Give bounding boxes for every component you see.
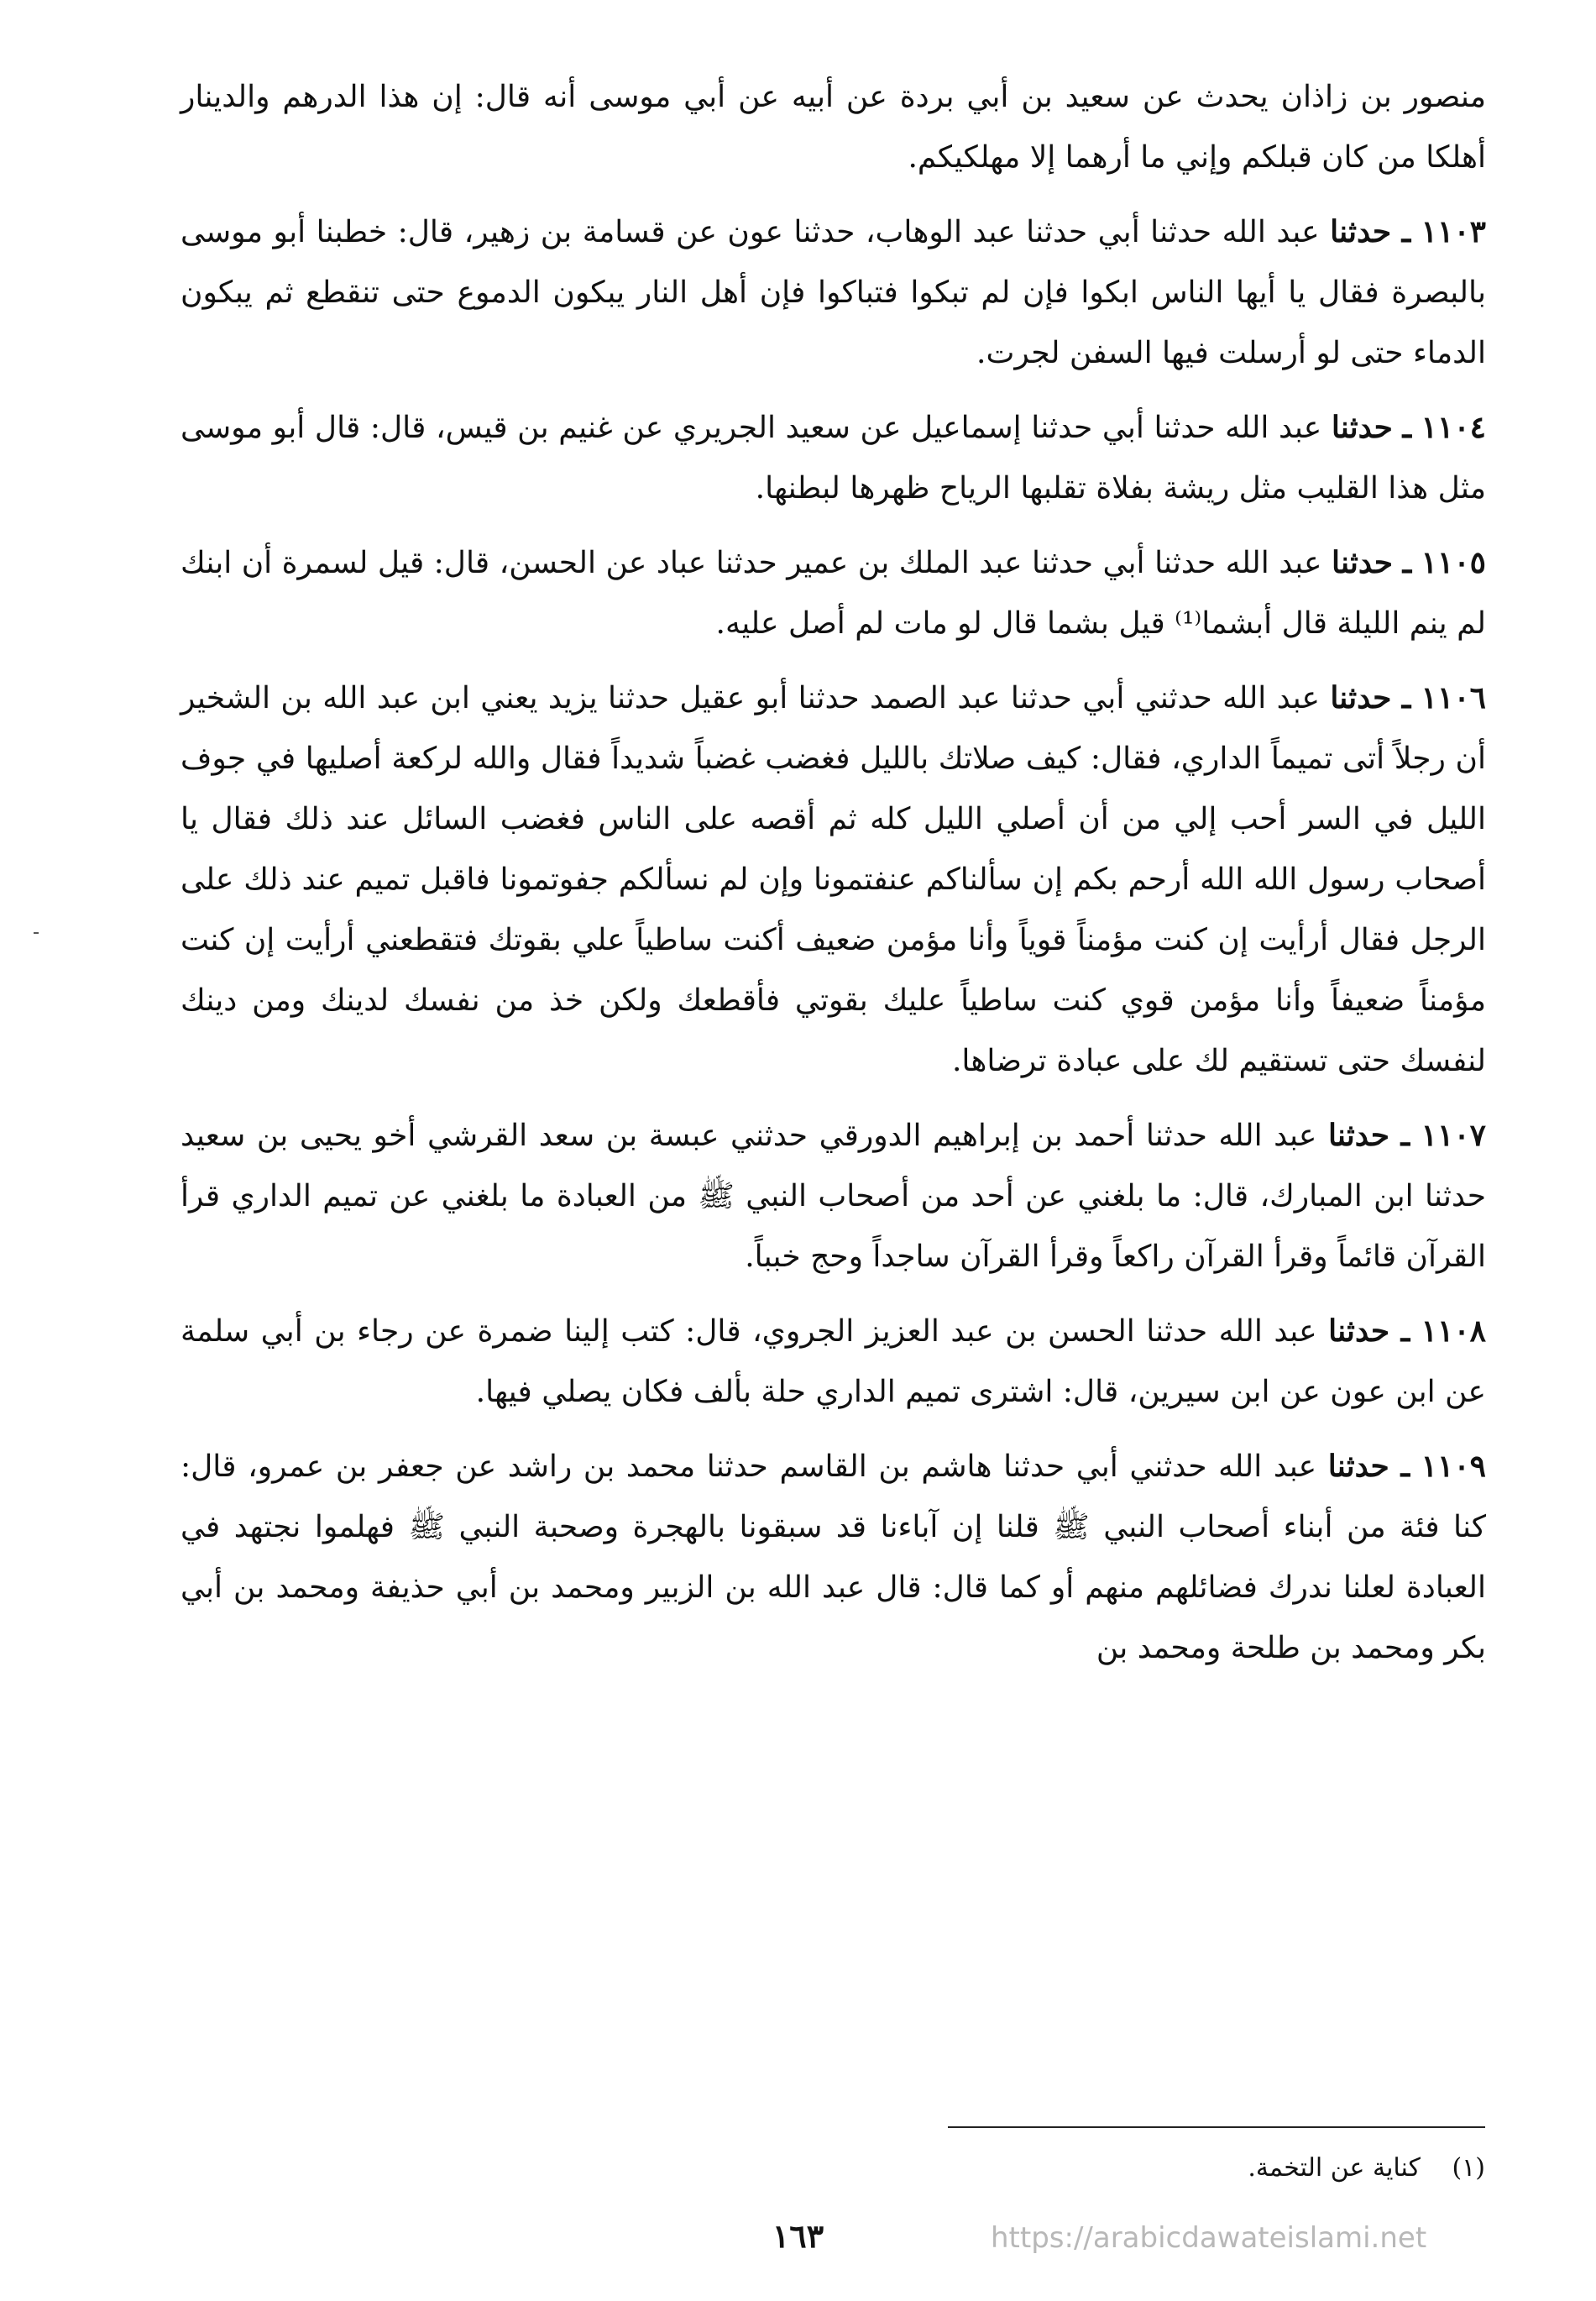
hadith-number: ١١٠٩ [1421, 1449, 1486, 1484]
footnote-divider [948, 2126, 1485, 2128]
hadith-1109 [181, 1436, 1486, 1679]
footnote [478, 2150, 1485, 2187]
hadith-number: ١١٠٨ [1421, 1313, 1486, 1349]
hadith-keyword: حدثنا [1328, 1313, 1390, 1349]
hadith-keyword: حدثنا [1327, 1118, 1389, 1153]
hadith-keyword: حدثنا [1330, 680, 1392, 715]
hadith-text: عبد الله حدثنا أبي حدثنا إسماعيل عن سعيد الجريري عن غنيم بن قيس، قال: قال أبو موسى مثل هذا القليب مثل ريشة بفلاة تقلبها الرياح ظهرها لبطنها. [181, 411, 1486, 506]
hadith-text: عبد الله حدثنا الحسن بن عبد العزيز الجروي، قال: كتب إلينا ضمرة عن رجاء بن أبي سلمة عن ابن عون عن ابن سيرين، قال: اشترى تميم الداري حلة بألف فكان يصلي فيها. [181, 1314, 1486, 1409]
hadith-number: ١١٠٧ [1421, 1118, 1487, 1153]
hadith-dash: ـ [1400, 1313, 1410, 1349]
hadith-dash: ـ [1400, 1118, 1410, 1153]
hadith-keyword: حدثنا [1330, 214, 1392, 249]
paragraph-text: منصور بن زاذان يحدث عن سعيد بن أبي بردة عن أبيه عن أبي موسى أنه قال: إن هذا الدرهم والدينار أهلكا من كان قبلكم وإني ما أرهما إلا مهلكيكم. [181, 80, 1486, 175]
hadith-1107 [181, 1105, 1486, 1287]
footnote-text: كناية عن التخمة. [1248, 2153, 1421, 2183]
hadith-dash: ـ [1401, 680, 1411, 715]
hadith-1105 [181, 532, 1486, 654]
hadith-number: ١١٠٥ [1421, 545, 1486, 580]
hadith-keyword: حدثنا [1331, 410, 1393, 445]
hadith-dash: ـ [1402, 410, 1412, 445]
hadith-number: ١١٠٣ [1421, 214, 1487, 249]
hadith-dash: ـ [1400, 1449, 1410, 1484]
hadith-dash: ـ [1401, 214, 1411, 249]
footnote-number: (١) [1452, 2153, 1485, 2183]
hadith-1104 [181, 397, 1486, 519]
page-number: ١٦٣ [772, 2217, 824, 2255]
hadith-1103 [181, 202, 1486, 384]
main-text [181, 67, 1486, 1692]
hadith-text: عبد الله حدثنا أبي حدثنا عبد الوهاب، حدثنا عون عن قسامة بن زهير، قال: خطبنا أبو موسى بالبصرة فقال يا أيها الناس ابكوا فإن لم تبكوا فتباكوا فإن أهل النار يبكون الدموع حتى تنقطع ثم يبكون الدماء حتى لو أرسلت فيها السفن لجرت. [181, 215, 1486, 370]
margin-tick [34, 932, 39, 934]
paragraph-continuation [181, 67, 1486, 188]
hadith-1108 [181, 1301, 1486, 1423]
hadith-keyword: حدثنا [1332, 545, 1394, 580]
hadith-1106 [181, 668, 1486, 1092]
hadith-text: عبد الله حدثني أبي حدثنا هاشم بن القاسم حدثنا محمد بن راشد عن جعفر بن عمرو، قال: كنا فئة من أبناء أصحاب النبي ﷺ قلنا إن آباءنا قد سبقونا بالهجرة وصحبة النبي ﷺ فهلموا نجتهد في العبادة لعلنا ندرك فضائلهم منهم أو كما قال: قال عبد الله بن الزبير ومحمد بن أبي حذيفة ومحمد بن أبي بكر ومحمد بن طلحة ومحمد بن [181, 1449, 1487, 1665]
hadith-number: ١١٠٤ [1421, 410, 1486, 445]
hadith-text: عبد الله حدثني أبي حدثنا عبد الصمد حدثنا أبو عقيل حدثنا يزيد يعني ابن عبد الله بن الشخير أن رجلاً أتى تميماً الداري، فقال: كيف صلاتك بالليل فغضب غضباً شديداً فقال والله لركعة أصليها في جوف الليل في السر أحب إلي من أن أصلي الليل كله ثم أقصه على الناس فغضب السائل عند ذلك فقال يا أصحاب رسول الله الله أرحم بكم إن سألناكم عنفتمونا وإن لم نسألكم جفوتمونا فاقبل تميم عند ذلك على الرجل فقال أرأيت إن كنت مؤمناً قوياً وأنا مؤمن ضعيف أكنت ساطياً علي بقوتك فتقطعني أرأيت إن كنت مؤمناً ضعيفاً وأنا مؤمن قوي كنت ساطياً عليك بقوتي فأقطعك ولكن خذ من نفسك لدينك ومن دينك لنفسك حتى تستقيم لك على عبادة ترضاها. [181, 681, 1486, 1078]
hadith-number: ١١٠٦ [1421, 680, 1487, 715]
hadith-keyword: حدثنا [1327, 1449, 1389, 1484]
hadith-text: عبد الله حدثنا أبي حدثنا عبد الملك بن عمير حدثنا عباد عن الحسن، قال: قيل لسمرة أن ابنك لم ينم الليلة قال أبشما⁽¹⁾ قيل بشما قال لو مات لم أصل عليه. [181, 546, 1486, 641]
hadith-dash: ـ [1402, 545, 1412, 580]
watermark-url: https://arabicdawateislami.net [991, 2221, 1427, 2255]
hadith-text: عبد الله حدثنا أحمد بن إبراهيم الدورقي حدثني عبسة بن سعد القرشي أخو يحيى بن سعيد حدثنا ابن المبارك، قال: ما بلغني عن أحد من أصحاب النبي ﷺ من العبادة ما بلغني عن تميم الداري قرأ القرآن قائماً وقرأ القرآن راكعاً وقرأ القرآن ساجداً وحج خبباً. [181, 1119, 1486, 1274]
